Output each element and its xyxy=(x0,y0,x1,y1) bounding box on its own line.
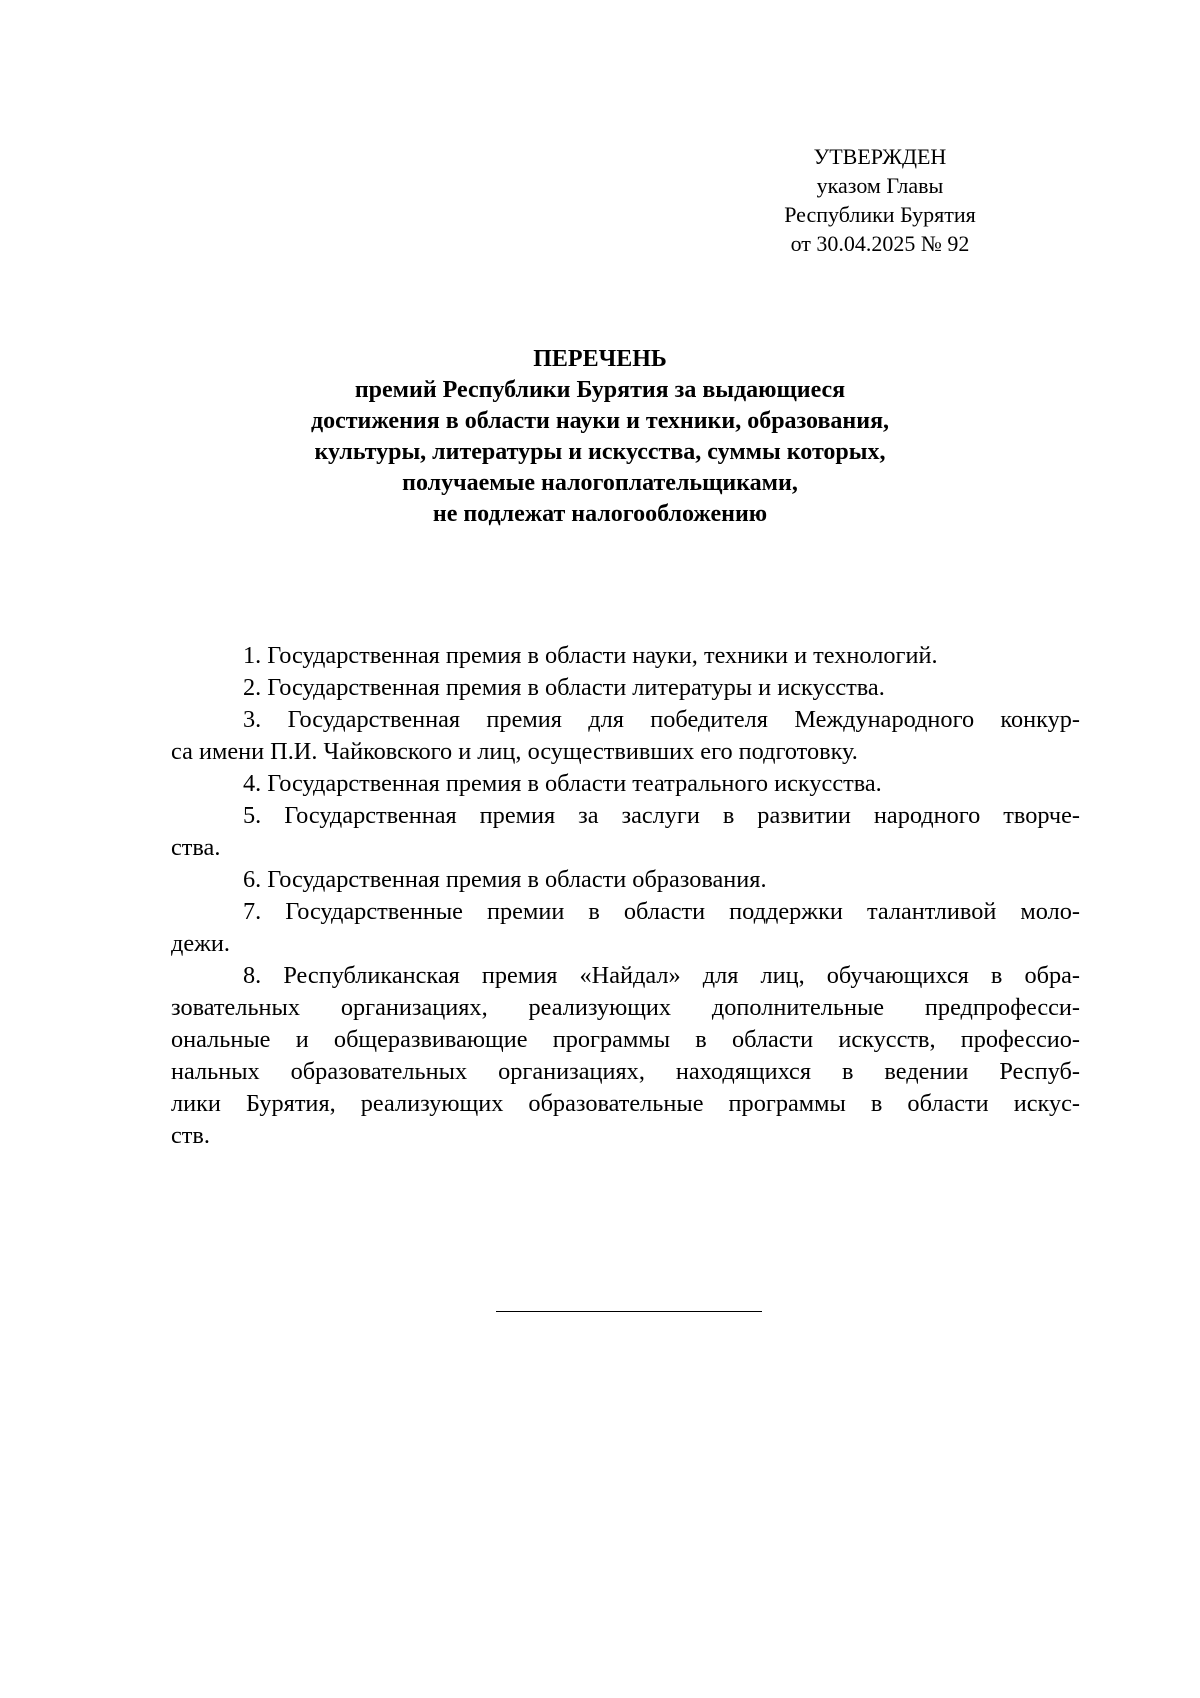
document-title xyxy=(150,344,1050,530)
list-item-line: 5. Государственная премия за заслуги в развитии народного творче- xyxy=(243,802,1080,829)
list-item xyxy=(171,640,1080,672)
approval-decree: указом Главы xyxy=(816,173,944,198)
list-item xyxy=(171,672,1080,704)
list-item xyxy=(171,800,1080,864)
list-item xyxy=(171,864,1080,896)
list-item-line: ства. xyxy=(171,834,221,861)
list-item-line: ств. xyxy=(171,1122,210,1149)
list-item-line: 7. Государственные премии в области поддержки талантливой моло- xyxy=(243,898,1080,925)
list-item xyxy=(171,768,1080,800)
list-item-line: 8. Республиканская премия «Найдал» для лиц, обучающихся в обра- xyxy=(243,962,1080,989)
approval-date-number: от 30.04.2025 № 92 xyxy=(790,231,970,256)
title-heading: ПЕРЕЧЕНЬ xyxy=(533,346,667,372)
approval-stamp xyxy=(760,142,1000,258)
list-item-line: зовательных организациях, реализующих дополнительные предпрофесси- xyxy=(171,994,1080,1021)
title-subtitle-line: получаемые налогоплательщиками, xyxy=(402,470,798,496)
title-subtitle-line: не подлежат налогообложению xyxy=(432,501,768,527)
list-item xyxy=(171,704,1080,768)
list-item-line: нальных образовательных организациях, находящихся в ведении Респуб- xyxy=(171,1058,1080,1085)
list-item-line: ональные и общеразвивающие программы в области искусств, профессио- xyxy=(171,1026,1080,1053)
title-subtitle-line: культуры, литературы и искусства, суммы которых, xyxy=(314,439,886,465)
list-item-line: са имени П.И. Чайковского и лиц, осуществивших его подготовку. xyxy=(171,738,858,765)
title-subtitle-line: премий Республики Бурятия за выдающиеся xyxy=(354,377,846,403)
list-item-line: 3. Государственная премия для победителя Международного конкур- xyxy=(243,706,1080,733)
list-item xyxy=(171,960,1080,1152)
list-item-line: 2. Государственная премия в области литературы и искусства. xyxy=(243,674,885,701)
list-item-line: лики Бурятия, реализующих образовательные программы в области искус- xyxy=(171,1090,1080,1117)
approval-status: УТВЕРЖДЕН xyxy=(813,144,947,169)
title-subtitle-line: достижения в области науки и техники, образования, xyxy=(310,408,890,434)
list-item-line: дежи. xyxy=(171,930,231,957)
awards-list xyxy=(171,640,1080,1152)
list-item xyxy=(171,896,1080,960)
list-item-line: 6. Государственная премия в области образования. xyxy=(243,866,767,893)
closing-rule xyxy=(496,1311,762,1312)
list-item-line: 1. Государственная премия в области науки, техники и технологий. xyxy=(243,642,938,669)
approval-authority: Республики Бурятия xyxy=(784,202,976,227)
list-item-line: 4. Государственная премия в области театрального искусства. xyxy=(243,770,882,797)
